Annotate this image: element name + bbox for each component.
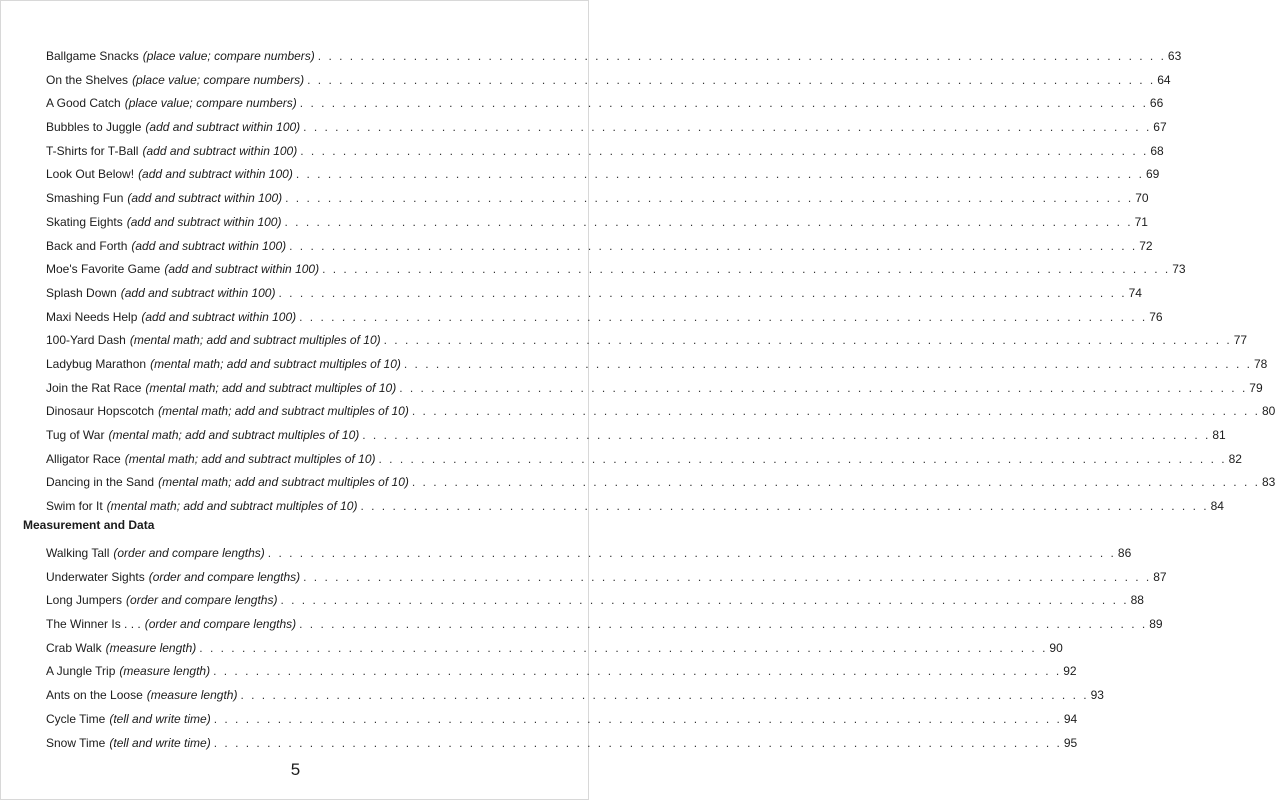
- toc-entry: [46, 353, 1268, 377]
- entry-topic: (place value; compare numbers): [142, 49, 315, 63]
- entry-page-number: 71: [1134, 214, 1148, 229]
- dot-leader: . . . . . . . . . . . . . . . . . . . . . . . . . . . . . . . . . . . . . . . . . . . . . . . . . . . . . . . . . . . . . . . . . . . . . . . . . . . . . . . .: [300, 143, 1149, 158]
- dot-leader: . . . . . . . . . . . . . . . . . . . . . . . . . . . . . . . . . . . . . . . . . . . . . . . . . . . . . . . . . . . . . . . . . . . . . . . . . . . . . . . .: [303, 120, 1152, 135]
- entry-title: Dinosaur Hopscotch: [46, 404, 155, 419]
- dot-leader: . . . . . . . . . . . . . . . . . . . . . . . . . . . . . . . . . . . . . . . . . . . . . . . . . . . . . . . . . . . . . . . . . . . . . . . . . . . . . . . .: [299, 617, 1148, 632]
- entry-topic: (mental math; add and subtract multiples of 10): [108, 428, 360, 442]
- dot-leader: . . . . . . . . . . . . . . . . . . . . . . . . . . . . . . . . . . . . . . . . . . . . . . . . . . . . . . . . . . . . . . . . . . . . . . . . . . . . . . . .: [383, 333, 1232, 348]
- toc-entry: [46, 163, 1160, 187]
- dot-leader: . . . . . . . . . . . . . . . . . . . . . . . . . . . . . . . . . . . . . . . . . . . . . . . . . . . . . . . . . . . . . . . . . . . . . . . . . . . . . . . .: [289, 238, 1138, 253]
- entry-title: A Jungle Trip: [46, 664, 116, 679]
- entry-title: Cycle Time: [46, 711, 106, 726]
- entry-title: Smashing Fun: [46, 191, 124, 206]
- toc-entry: [46, 235, 1153, 259]
- dot-leader: . . . . . . . . . . . . . . . . . . . . . . . . . . . . . . . . . . . . . . . . . . . . . . . . . . . . . . . . . . . . . . . . . . . . . . . . . . . . . . . .: [317, 49, 1166, 63]
- entry-page-number: 68: [1150, 143, 1164, 158]
- dot-leader: . . . . . . . . . . . . . . . . . . . . . . . . . . . . . . . . . . . . . . . . . . . . . . . . . . . . . . . . . . . . . . . . . . . . . . . . . . . . . . . .: [278, 285, 1127, 300]
- toc-list-part2: [46, 542, 1167, 755]
- dot-leader: . . . . . . . . . . . . . . . . . . . . . . . . . . . . . . . . . . . . . . . . . . . . . . . . . . . . . . . . . . . . . . . . . . . . . . . . . . . . . . . .: [303, 569, 1152, 584]
- dot-leader: . . . . . . . . . . . . . . . . . . . . . . . . . . . . . . . . . . . . . . . . . . . . . . . . . . . . . . . . . . . . . . . . . . . . . . . . . . . . . . . .: [240, 688, 1089, 703]
- entry-page-number: 84: [1210, 499, 1224, 514]
- entry-page-number: 89: [1149, 617, 1163, 632]
- entry-page-number: 87: [1153, 569, 1167, 584]
- entry-page-number: 90: [1049, 640, 1063, 655]
- dot-leader: . . . . . . . . . . . . . . . . . . . . . . . . . . . . . . . . . . . . . . . . . . . . . . . . . . . . . . . . . . . . . . . . . . . . . . . . . . . . . . . .: [199, 640, 1048, 655]
- entry-page-number: 95: [1063, 735, 1078, 750]
- dot-leader: . . . . . . . . . . . . . . . . . . . . . . . . . . . . . . . . . . . . . . . . . . . . . . . . . . . . . . . . . . . . . . . . . . . . . . . . . . . . . . . .: [360, 499, 1209, 514]
- toc-entry: [46, 637, 1063, 661]
- entry-title: Back and Forth: [46, 238, 128, 253]
- dot-leader: . . . . . . . . . . . . . . . . . . . . . . . . . . . . . . . . . . . . . . . . . . . . . . . . . . . . . . . . . . . . . . . . . . . . . . . . . . . . . . . .: [307, 72, 1156, 87]
- entry-topic: (order and compare lengths): [126, 593, 278, 608]
- dot-leader: . . . . . . . . . . . . . . . . . . . . . . . . . . . . . . . . . . . . . . . . . . . . . . . . . . . . . . . . . . . . . . . . . . . . . . . . . . . . . . . .: [213, 664, 1062, 679]
- toc-entry: [46, 589, 1144, 613]
- toc-entry: [46, 140, 1164, 164]
- entry-page-number: 93: [1090, 688, 1104, 703]
- entry-topic: (add and subtract within 100): [127, 191, 283, 206]
- entry-page-number: 69: [1145, 167, 1160, 182]
- section-heading: Measurement and Data: [23, 518, 155, 532]
- dot-leader: . . . . . . . . . . . . . . . . . . . . . . . . . . . . . . . . . . . . . . . . . . . . . . . . . . . . . . . . . . . . . . . . . . . . . . . . . . . . . . . .: [411, 475, 1260, 490]
- dot-leader: . . . . . . . . . . . . . . . . . . . . . . . . . . . . . . . . . . . . . . . . . . . . . . . . . . . . . . . . . . . . . . . . . . . . . . . . . . . . . . . .: [299, 309, 1148, 324]
- toc-entry: [46, 708, 1078, 732]
- entry-title: Snow Time: [46, 735, 106, 750]
- dot-leader: . . . . . . . . . . . . . . . . . . . . . . . . . . . . . . . . . . . . . . . . . . . . . . . . . . . . . . . . . . . . . . . . . . . . . . . . . . . . . . . .: [295, 167, 1144, 182]
- entry-title: Join the Rat Race: [46, 380, 142, 395]
- entry-title: Ladybug Marathon: [46, 356, 147, 371]
- entry-page-number: 92: [1063, 664, 1077, 679]
- entry-topic: (place value; compare numbers): [124, 96, 297, 111]
- dot-leader: . . . . . . . . . . . . . . . . . . . . . . . . . . . . . . . . . . . . . . . . . . . . . . . . . . . . . . . . . . . . . . . . . . . . . . . . . . . . . . . .: [299, 96, 1148, 111]
- toc-entry: [46, 448, 1242, 472]
- entry-page-number: 74: [1128, 285, 1142, 300]
- entry-title: Crab Walk: [46, 640, 102, 655]
- entry-topic: (mental math; add and subtract multiples of 10): [124, 451, 376, 466]
- entry-title: Look Out Below!: [46, 167, 135, 182]
- entry-topic: (mental math; add and subtract multiples of 10): [129, 333, 381, 348]
- entry-topic: (add and subtract within 100): [138, 167, 293, 182]
- toc-entry: [46, 329, 1248, 353]
- entry-topic: (add and subtract within 100): [142, 143, 298, 158]
- dot-leader: . . . . . . . . . . . . . . . . . . . . . . . . . . . . . . . . . . . . . . . . . . . . . . . . . . . . . . . . . . . . . . . . . . . . . . . . . . . . . . . .: [411, 404, 1260, 419]
- entry-page-number: 78: [1253, 356, 1268, 371]
- entry-topic: (mental math; add and subtract multiples of 10): [158, 475, 409, 490]
- entry-title: Moe's Favorite Game: [46, 262, 161, 277]
- entry-title: Ants on the Loose: [46, 688, 143, 703]
- entry-topic: (add and subtract within 100): [141, 309, 297, 324]
- entry-page-number: 67: [1153, 120, 1167, 135]
- page-number: 5: [290, 760, 301, 779]
- toc-entry: [46, 471, 1275, 495]
- toc-entry: [46, 684, 1104, 708]
- toc-entry: [46, 187, 1149, 211]
- entry-title: 100-Yard Dash: [46, 333, 126, 348]
- entry-topic: (tell and write time): [109, 735, 211, 750]
- dot-leader: . . . . . . . . . . . . . . . . . . . . . . . . . . . . . . . . . . . . . . . . . . . . . . . . . . . . . . . . . . . . . . . . . . . . . . . . . . . . . . . .: [399, 380, 1248, 395]
- entry-page-number: 73: [1172, 262, 1186, 277]
- entry-topic: (mental math; add and subtract multiples of 10): [106, 499, 358, 514]
- entry-topic: (add and subtract within 100): [145, 120, 301, 135]
- dot-leader: . . . . . . . . . . . . . . . . . . . . . . . . . . . . . . . . . . . . . . . . . . . . . . . . . . . . . . . . . . . . . . . . . . . . . . . . . . . . . . . .: [213, 711, 1062, 726]
- entry-page-number: 82: [1228, 451, 1242, 466]
- entry-topic: (add and subtract within 100): [131, 238, 287, 253]
- entry-page-number: 83: [1261, 475, 1275, 490]
- entry-title: T-Shirts for T-Ball: [46, 143, 139, 158]
- toc-entry: [46, 258, 1186, 282]
- entry-title: A Good Catch: [46, 96, 121, 111]
- entry-page-number: 66: [1149, 96, 1164, 111]
- toc-entry: [46, 211, 1148, 235]
- entry-title: The Winner Is . . .: [46, 617, 141, 632]
- toc-entry: [46, 69, 1171, 93]
- entry-title: Maxi Needs Help: [46, 309, 138, 324]
- entry-topic: (measure length): [146, 688, 238, 703]
- dot-leader: . . . . . . . . . . . . . . . . . . . . . . . . . . . . . . . . . . . . . . . . . . . . . . . . . . . . . . . . . . . . . . . . . . . . . . . . . . . . . . . .: [322, 262, 1171, 277]
- toc-entry: [46, 660, 1077, 684]
- entry-page-number: 79: [1249, 380, 1263, 395]
- dot-leader: . . . . . . . . . . . . . . . . . . . . . . . . . . . . . . . . . . . . . . . . . . . . . . . . . . . . . . . . . . . . . . . . . . . . . . . . . . . . . . . .: [284, 214, 1133, 229]
- toc-entry: [46, 732, 1078, 756]
- entry-topic: (add and subtract within 100): [126, 214, 282, 229]
- entry-title: Walking Tall: [46, 546, 110, 560]
- toc-entry: [46, 613, 1163, 637]
- entry-title: Tug of War: [46, 428, 105, 442]
- entry-page-number: 64: [1157, 72, 1171, 87]
- entry-page-number: 72: [1139, 238, 1153, 253]
- toc-list-part1: [46, 45, 1275, 519]
- entry-page-number: 81: [1212, 428, 1226, 442]
- dot-leader: . . . . . . . . . . . . . . . . . . . . . . . . . . . . . . . . . . . . . . . . . . . . . . . . . . . . . . . . . . . . . . . . . . . . . . . . . . . . . . . .: [267, 546, 1116, 560]
- entry-title: Splash Down: [46, 285, 117, 300]
- toc-entry: [46, 400, 1275, 424]
- dot-leader: . . . . . . . . . . . . . . . . . . . . . . . . . . . . . . . . . . . . . . . . . . . . . . . . . . . . . . . . . . . . . . . . . . . . . . . . . . . . . . . .: [285, 191, 1134, 206]
- toc-entry: [46, 92, 1164, 116]
- entry-topic: (place value; compare numbers): [132, 72, 305, 87]
- entry-page-number: 88: [1130, 593, 1144, 608]
- toc-entry: [46, 282, 1142, 306]
- entry-title: Bubbles to Juggle: [46, 120, 142, 135]
- entry-title: On the Shelves: [46, 72, 129, 87]
- entry-title: Long Jumpers: [46, 593, 123, 608]
- toc-entry: [46, 542, 1132, 566]
- entry-topic: (order and compare lengths): [113, 546, 265, 560]
- dot-leader: . . . . . . . . . . . . . . . . . . . . . . . . . . . . . . . . . . . . . . . . . . . . . . . . . . . . . . . . . . . . . . . . . . . . . . . . . . . . . . . .: [378, 451, 1227, 466]
- entry-topic: (add and subtract within 100): [164, 262, 320, 277]
- entry-title: Skating Eights: [46, 214, 123, 229]
- dot-leader: . . . . . . . . . . . . . . . . . . . . . . . . . . . . . . . . . . . . . . . . . . . . . . . . . . . . . . . . . . . . . . . . . . . . . . . . . . . . . . . .: [280, 593, 1129, 608]
- dot-leader: . . . . . . . . . . . . . . . . . . . . . . . . . . . . . . . . . . . . . . . . . . . . . . . . . . . . . . . . . . . . . . . . . . . . . . . . . . . . . . . .: [403, 356, 1252, 371]
- dot-leader: . . . . . . . . . . . . . . . . . . . . . . . . . . . . . . . . . . . . . . . . . . . . . . . . . . . . . . . . . . . . . . . . . . . . . . . . . . . . . . . .: [213, 735, 1062, 750]
- toc-entry: [46, 116, 1167, 140]
- entry-page-number: 94: [1063, 711, 1078, 726]
- entry-page-number: 86: [1117, 546, 1132, 560]
- toc-entry: [46, 566, 1167, 590]
- entry-title: Alligator Race: [46, 451, 121, 466]
- entry-page-number: 77: [1233, 333, 1248, 348]
- entry-topic: (mental math; add and subtract multiples of 10): [150, 356, 401, 371]
- toc-entry: [46, 45, 1182, 69]
- entry-title: Swim for It: [46, 499, 103, 514]
- toc-entry: [46, 424, 1226, 448]
- entry-topic: (add and subtract within 100): [120, 285, 276, 300]
- entry-title: Underwater Sights: [46, 569, 145, 584]
- entry-topic: (mental math; add and subtract multiples of 10): [158, 404, 409, 419]
- entry-topic: (order and compare lengths): [148, 569, 301, 584]
- toc-entry: [46, 377, 1263, 401]
- entry-page-number: 70: [1135, 191, 1149, 206]
- entry-page-number: 63: [1167, 49, 1182, 63]
- entry-topic: (tell and write time): [109, 711, 211, 726]
- entry-topic: (order and compare lengths): [144, 617, 297, 632]
- dot-leader: . . . . . . . . . . . . . . . . . . . . . . . . . . . . . . . . . . . . . . . . . . . . . . . . . . . . . . . . . . . . . . . . . . . . . . . . . . . . . . . .: [362, 428, 1211, 442]
- entry-page-number: 76: [1149, 309, 1163, 324]
- entry-topic: (mental math; add and subtract multiples of 10): [145, 380, 397, 395]
- toc-entry: [46, 306, 1163, 330]
- entry-page-number: 80: [1261, 404, 1275, 419]
- entry-title: Ballgame Snacks: [46, 49, 139, 63]
- entry-topic: (measure length): [105, 640, 197, 655]
- entry-topic: (measure length): [119, 664, 211, 679]
- entry-title: Dancing in the Sand: [46, 475, 155, 490]
